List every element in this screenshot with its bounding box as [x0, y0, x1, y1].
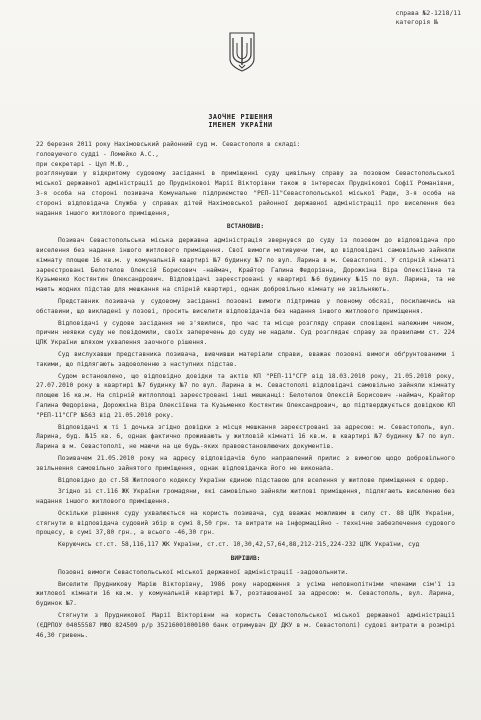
document-title: ЗАОЧНЕ РІШЕННЯ [208, 113, 273, 121]
paragraph: Позовні вимоги Севастопольської міської державної адміністрації -задовольнити. [58, 568, 349, 576]
case-number-block [396, 9, 461, 27]
paragraph: Відповідачі ж ті ї дочька згідно довідки з місця мешкання зареєстровані за адресою: м. Севастополь, вул. Ларина, буд. №15 кв. 6, однак фактично проживають у житловій кімнаті 16 кв.м. в квартирі №7 будинку №7 по вул. Ларина в м. Севастополі, не маючи на це будь-яких правовстановлюючих документів. [36, 423, 455, 451]
document-subtitle: ІМЕНЕМ УКРАЇНИ [208, 121, 273, 129]
paragraph: Згідно зі ст.116 ЖК України громадяни, які самовільно зайняли житлові приміщення, підлягають виселенню без надання іншого житлового приміщення. [36, 488, 455, 506]
section-heading-established: ВСТАНОВИВ: [226, 223, 265, 231]
case-description: розглянувши у відкритому судовому засіданні в приміщенні суду цивільну справу за позовом Севастопольської міської державної адміністрації до Прудніковоі Марії Вікторівни також в інтересах Прудніковоі Софії Романівни, 3-я особа на стороні позивача Комунальне підприємство "РЕП-11"Севастопольської міської Ради, 3-я особа на стороні відповідача Служба у справах дітей Нахімовської районної державної адміністрації про виселення без надання іншого житлового приміщення, [36, 170, 455, 217]
paragraph: Представник позивача у судовому засіданні позовні вимоги підтримав у повному обсязі, посилаючись на обставини, що викладені у позові, просить виселити відповідачів без надання іншого житлового приміщення. [36, 297, 455, 315]
paragraph: Відповідачі у судове засідання не з'явилися, про час та місце розгляду справи сповіщені належним чином, причин неявки суду не повідомили, своїх заперечень до суду не надали. Суд розглядає справу за правилами ст. 224 ЦПК України шляхом ухвалення заочного рішення. [36, 319, 455, 347]
paragraph: Судом встановлено, що відповідно довідки та актів КП "РЕП-11"СГР від 18.03.2010 року, 21.05.2010 року, 27.07.2010 року в квартирі №7 будинку №7 по вул. Ларина в м. Севастополі відповідачі самовільно зайняли кімнату площею 16 кв.м. На спірній житлоплощі зареєстровані інші мешканці: Белотелов Олексій Борисович -наймач, Крайтор Галина Федорівна, Дорожкіна Віра Олексіївна та Кузьменко Костянтин Олександрович, що підтверджується довідкою КП "РЕП-11"СГР №563 від 21.05.2010 року. [36, 372, 455, 419]
paragraph: Позивач Севастопольська міська державна адміністрація звернувся до суду із позовом до відповідача про виселення без надання іншого житлового приміщення. Свої вимоги мотивуючи тим, що відповідачі самовільно зайняли кімнату площею 16 кв.м. у комунальній квартирі №7 будинку №7 по вул. Ларина в м. Севастополі. У спірній кімнаті зареєстровані Белотелов Олексій Борисович -наймач, Крайтор Галина Федорівна, Дорожкіна Віра Олексіївна та Кузьменко Костянтин Олександрович. Відповідачі зареєстровані у квартирі №6 будинку №15 по вул. Ларина, та не мають жодних підстав для мешкання на спірній квартирі, однак добровільно кімнату не звільняють. [36, 237, 455, 294]
paragraph: Оскільки рішення суду ухвалюється на користь позивача, суд вважає можливим в силу ст. 88 ЦПК України, стягнути в відповідача судовий збір в сумі 8,50 грн. та витрати на інформаційно - технічне забезпечення судового процесу, в сумі 37,80 грн., а всього -46,30 грн. [36, 509, 455, 537]
paragraph: Суд вислухавши представника позивача, вивчивши матеріали справи, вважає позовні вимоги обґрунтованими і такими, що підлягають задоволенню з наступних підстав. [36, 350, 455, 368]
section-heading-decided: ВИРІШИВ: [230, 555, 261, 563]
court-composition-line: 22 березня 2011 року Нахімовський районний суд м. Севастополя в складі: [36, 141, 301, 148]
trident-coat-of-arms-icon [228, 32, 256, 72]
paragraph: Відповідно до ст.58 Житлового кодексу України єдиною підставою для вселення у житлове приміщення є ордер. [58, 476, 450, 484]
judge-line: головуючого судді - Ломейко А.С., [36, 150, 159, 158]
paragraph: Стягнути з Прудникової Марії Вікторівни на користь Севастопольської міської державної адміністрації (ЄДРПОУ 04055587 МФО 824509 р/р 35216001000100 банк отримувач ДУ ДКУ в м. Севастополі) судові витрати в розмірі 46,30 гривень. [36, 612, 455, 639]
case-number: справа №2-1218/11 [395, 9, 461, 17]
document-body [36, 140, 455, 642]
case-category: категорія № [395, 18, 438, 26]
paragraph: Позивачем 21.05.2010 року на адресу відповідачів було направлений прилис з вимогою щодо добровільного звільнення самовільно зайнятого приміщення, однак відповідачка його не виконала. [36, 454, 455, 472]
secretary-line: при секретарі - Цуп М.Ю., [36, 160, 130, 168]
legal-basis-paragraph: Керуючись ст.ст. 58,116,117 ЖК України, ст.ст. 10,30,42,57,64,88,212-215,224-232 ЦПК України, суд [58, 541, 420, 549]
paragraph: Виселити Прудникову Марію Вікторівну, 1986 року народження з усіма неповнолітніми членами сім'ї із житлової кімнати 16 кв.м. у комунальній квартирі №7, розташованої за адресою: м. Севастополь, вул. Ларина, будинок №7. [36, 580, 455, 608]
